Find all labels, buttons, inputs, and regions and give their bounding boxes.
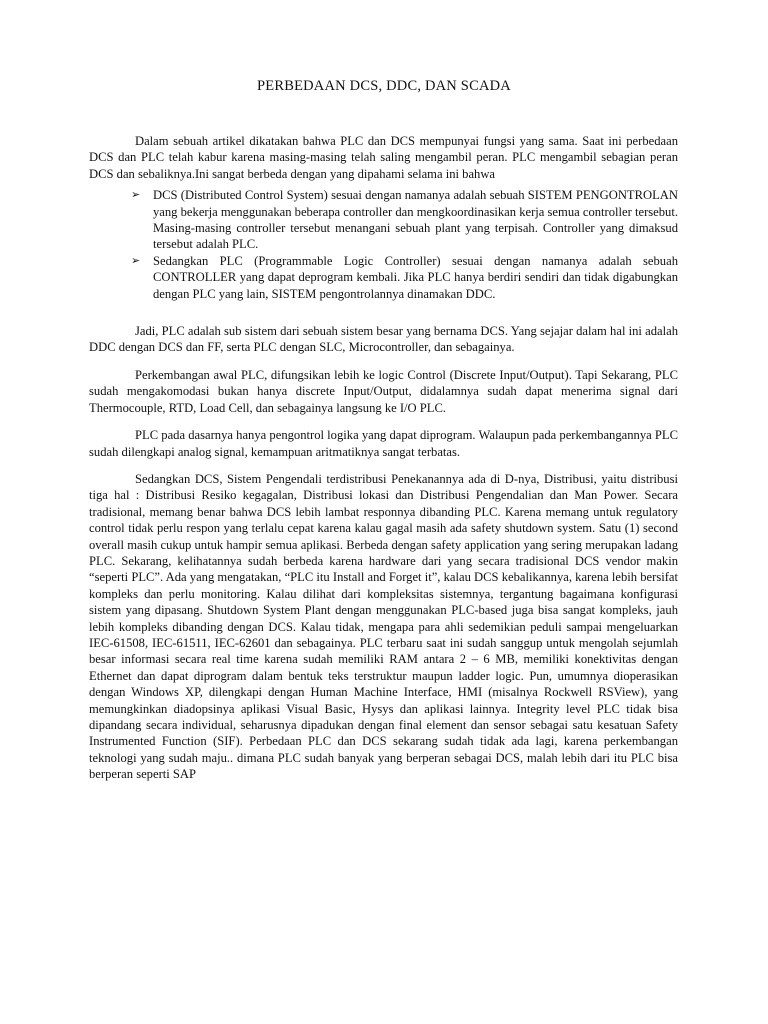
bullet-list: [89, 187, 678, 302]
intro-paragraph: Dalam sebuah artikel dikatakan bahwa PLC dan DCS mempunyai fungsi yang sama. Saat ini perbedaan DCS dan PLC telah kabur karena masing-masing telah saling mengambil peran. PLC mengambil sebagian peran DCS dan sebaliknya.Ini sangat berbeda dengan yang dipahami selama ini bahwa: [89, 134, 678, 181]
body-paragraph: PLC pada dasarnya hanya pengontrol logika yang dapat diprogram. Walaupun pada perkembangannya PLC sudah dilengkapi analog signal, kemampuan aritmatiknya sangat terbatas.: [89, 428, 678, 459]
bullet-item-plc: [131, 253, 678, 302]
bullet-text: DCS (Distributed Control System) sesuai dengan namanya adalah sebuah SISTEM PENGONTROLAN yang bekerja menggunakan beberapa controller dan mengkoordinasikan kerja semua controller tersebut. Masing-masing controller tersebut menangani sebuah plant yang terpisah. Controller yang dimaksud tersebut adalah PLC.: [153, 188, 678, 252]
document-title: PERBEDAAN DCS, DDC, DAN SCADA: [257, 78, 511, 94]
arrowhead-bullet-icon: ➢: [131, 254, 141, 267]
bullet-text: Sedangkan PLC (Programmable Logic Controller) sesuai dengan namanya adalah sebuah CONTROLLER yang dapat deprogram kembali. Jika PLC hanya berdiri sendiri dan tidak digabungkan dengan PLC yang lain, SISTEM pengontrolannya dinamakan DDC.: [153, 253, 678, 301]
body-paragraph: Perkembangan awal PLC, difungsikan lebih ke logic Control (Discrete Input/Output). Tapi Sekarang, PLC sudah mengakomodasi bukan hanya discrete Input/Output, didalamnya sudah dapat menerima signal dari Thermocouple, RTD, Load Cell, dan sebagainya langsung ke I/O PLC.: [89, 367, 678, 415]
body-paragraph: Jadi, PLC adalah sub sistem dari sebuah sistem besar yang bernama DCS. Yang sejajar dalam hal ini adalah DDC dengan DCS dan FF, serta PLC dengan SLC, Microcontroller, dan sebagainya.: [89, 324, 678, 355]
body-paragraph: Sedangkan DCS, Sistem Pengendali terdistribusi Penekanannya ada di D-nya, Distribusi, yaitu distribusi tiga hal : Distribusi Resiko kegagalan, Distribusi lokasi dan Distribusi Pengendalian dan Man Power. Secara tradisional, memang benar bahwa DCS lebih lambat responnya dibanding PLC. Karena memang untuk regulatory control tidak perlu respon yang terlalu cepat karena kalau gagal masih ada safety shutdown system. Satu (1) second overall masih cukup untuk hampir semua aplikasi. Berbeda dengan safety application yang sering merupakan ladang PLC. Sekarang, kelihatannya sudah berbeda karena hardware dari yang secara tradisional DCS vendor makin “seperti PLC”. Ada yang mengatakan, “PLC itu Install and Forget it”, kalau DCS kebalikannya, karena lebih bersifat kompleks dan perlu monitoring. Kalau dilihat dari kompleksitas sistemnya, tergantung bagaimana konfigurasi sistem yang dipasang. Shutdown System Plant dengan menggunakan PLC-based juga bisa sangat kompleks, jauh lebih kompleks dibanding dengan DCS. Kalau tidak, mengapa para ahli sedemikian peduli sampai mengeluarkan IEC-61508, IEC-61511, IEC-62601 dan sebagainya. PLC terbaru saat ini sudah sanggup untuk mengolah sejumlah besar informasi secara real time karena sudah memiliki RAM antara 2 – 6 MB, memiliki konektivitas dengan Ethernet dan dapat diprogram dalam bentuk teks terstruktur maupun ladder logic. Pun, umumnya dioperasikan dengan Windows XP, dilengkapi dengan Human Machine Interface, HMI (misalnya Rockwell RSView), yang memungkinkan diadopsinya aplikasi Visual Basic, Hysys dan aplikasi lainnya. Integrity level PLC tidak bisa dipandang secara individual, seharusnya dipadukan dengan final element dan sensor sebagai satu kesatuan Safety Instrumented Function (SIF). Perbedaan PLC dan DCS sekarang sudah tidak ada lagi, karena perkembangan teknologi yang sudah maju.. dimana PLC sudah banyak yang berperan sebagai DCS, malah lebih dari itu PLC bisa berperan seperti SAP: [89, 471, 678, 782]
bullet-item-dcs: [131, 187, 678, 253]
document-body: [89, 133, 678, 783]
arrowhead-bullet-icon: ➢: [131, 189, 141, 202]
